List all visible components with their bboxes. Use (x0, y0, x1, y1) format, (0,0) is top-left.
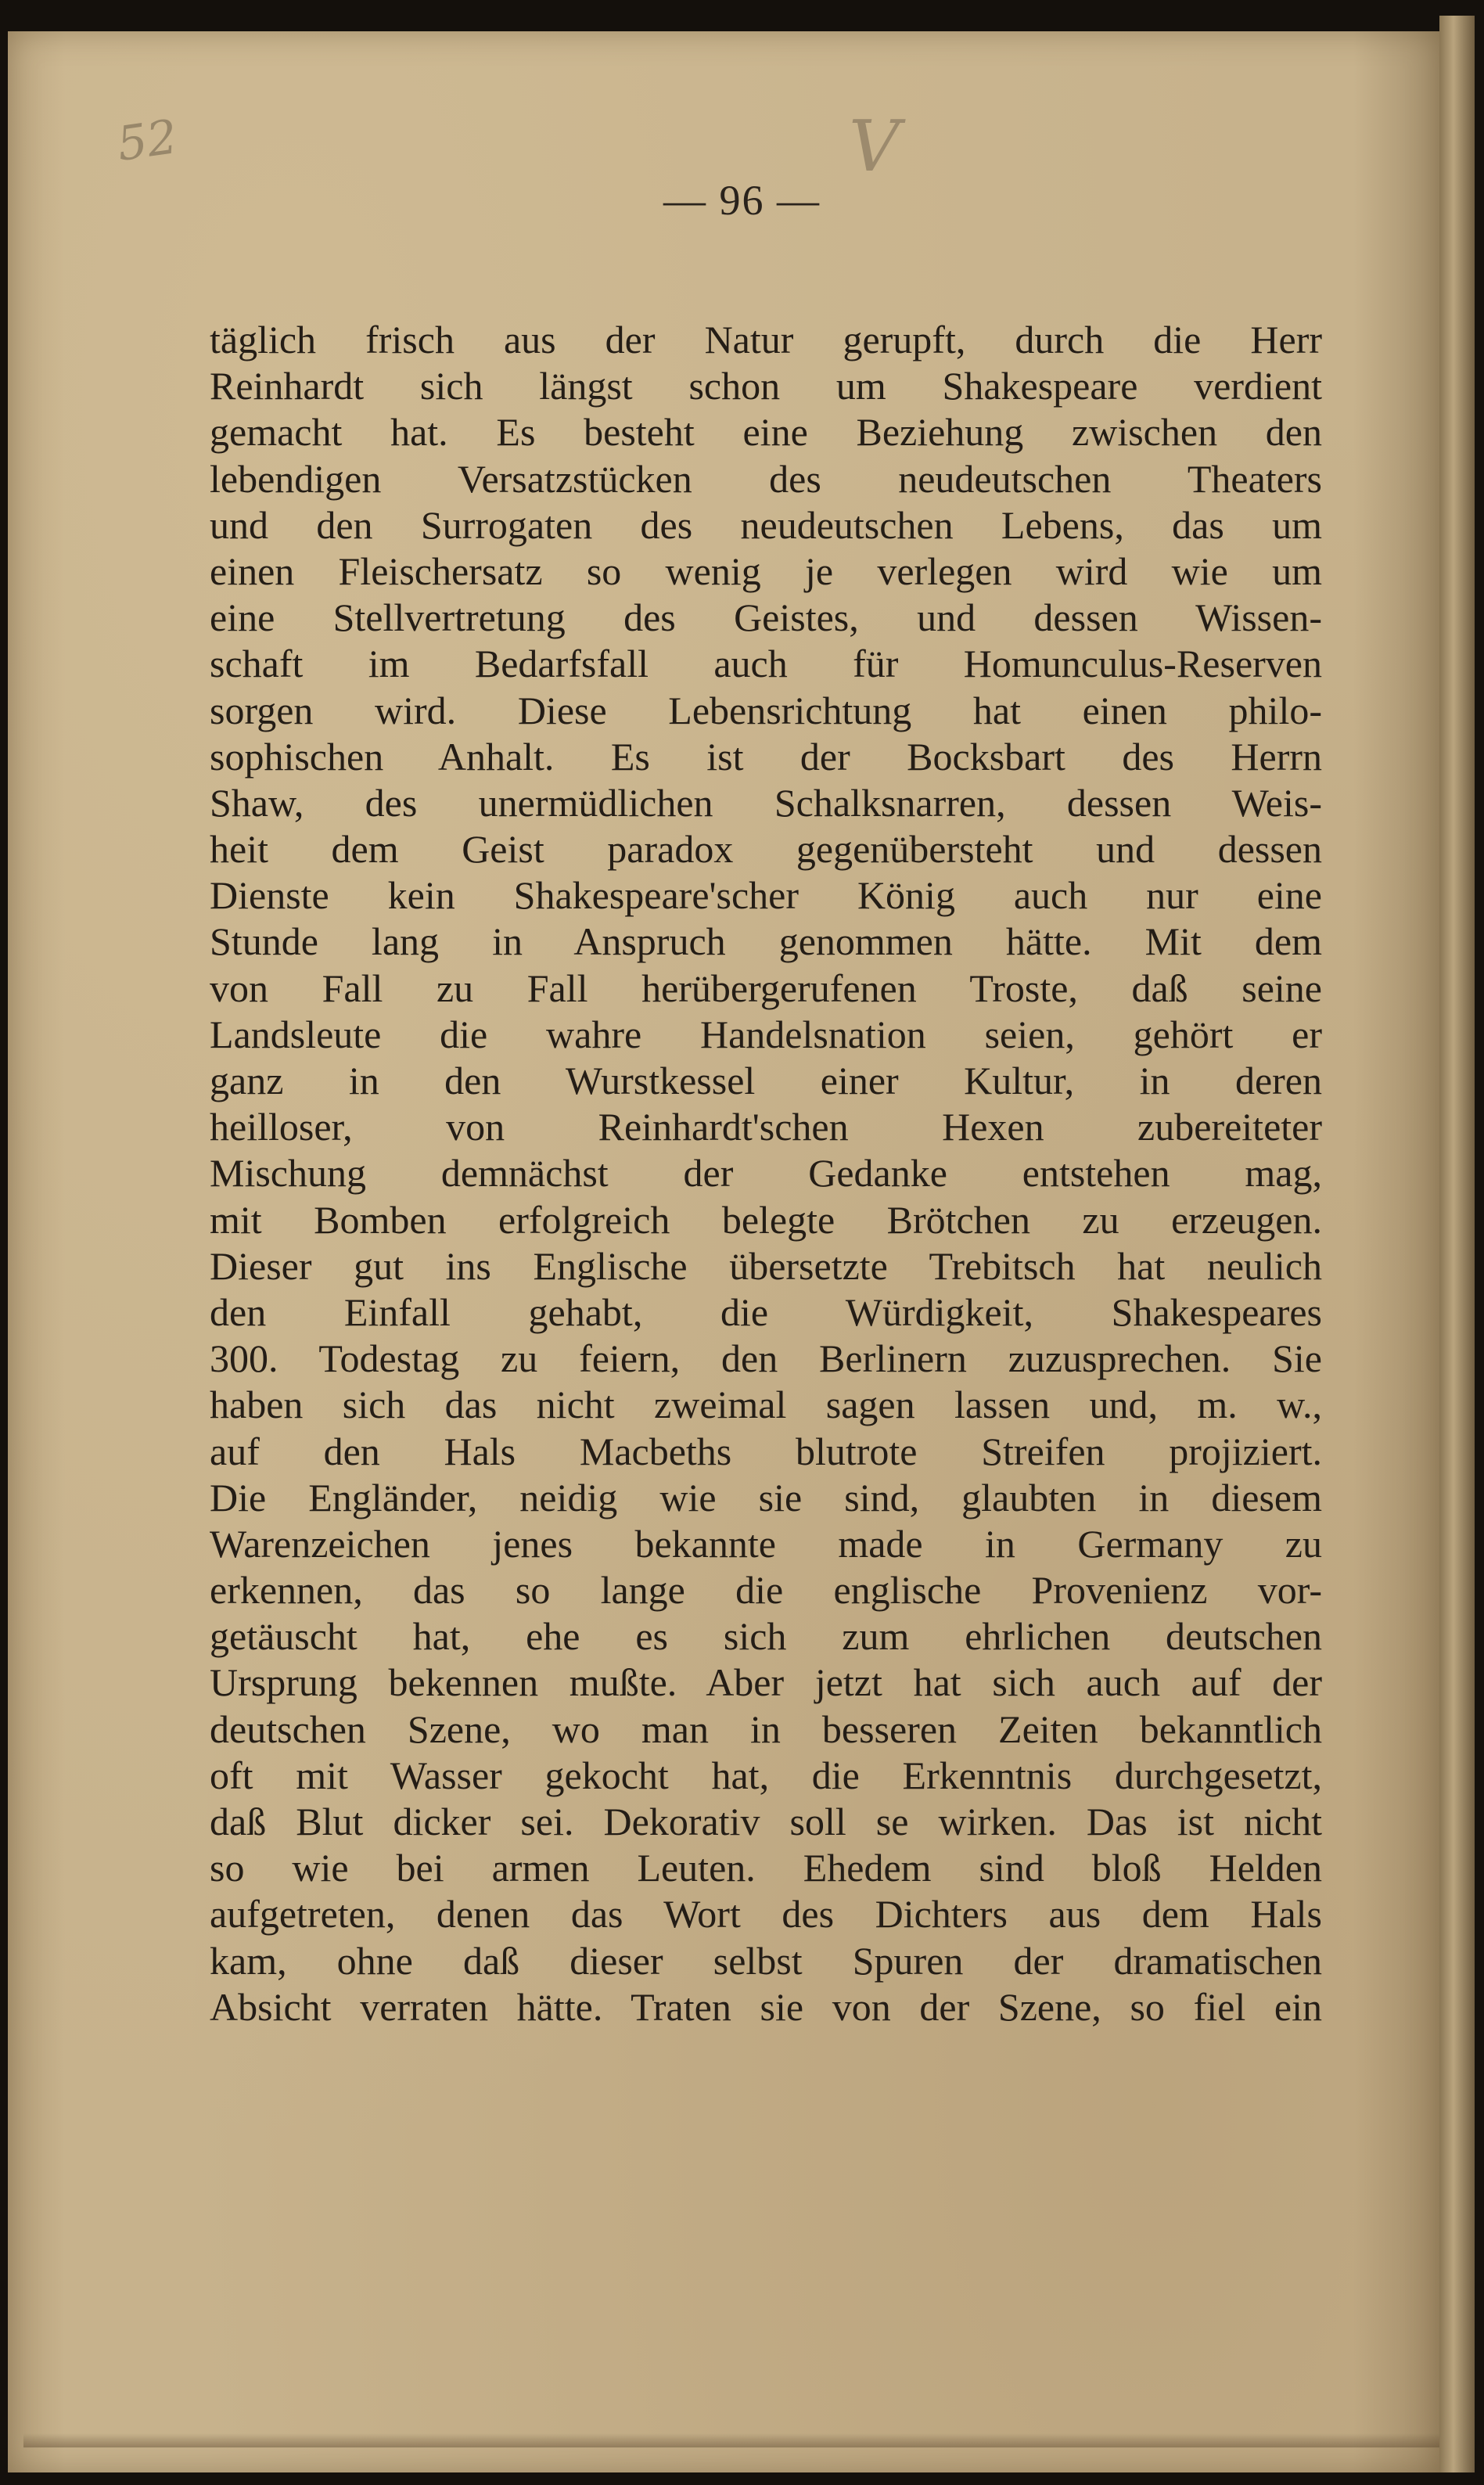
text-line: deutschen Szene, wo man in besseren Zeiten bekanntlich (210, 1706, 1322, 1751)
text-line: einen Fleischersatz so wenig je verlegen wird wie um (210, 548, 1322, 593)
text-line: Dieser gut ins Englische übersetzte Trebitsch hat neulich (210, 1243, 1322, 1288)
text-line: den Einfall gehabt, die Würdigkeit, Shakespeares (210, 1289, 1322, 1334)
text-line: aufgetreten, denen das Wort des Dichters aus dem Hals (210, 1892, 1322, 1937)
text-line: heit dem Geist paradox gegenübersteht und dessen (210, 827, 1322, 872)
text-line: mit Bomben erfolgreich belegte Brötchen zu erzeugen. (210, 1197, 1322, 1242)
text-line: Dienste kein Shakespeare'scher König auch nur eine (210, 873, 1322, 918)
text-line: Ursprung bekennen mußte. Aber jetzt hat sich auch auf der (210, 1660, 1322, 1705)
text-line: erkennen, das so lange die englische Provenienz vor- (210, 1568, 1322, 1613)
text-line: Mischung demnächst der Gedanke entstehen mag, (210, 1151, 1322, 1196)
text-line: täglich frisch aus der Natur gerupft, durch die Herr (210, 318, 1322, 361)
text-line: Die Engländer, neidig wie sie sind, glaubten in diesem (210, 1475, 1322, 1519)
text-line: Warenzeichen jenes bekannte made in Germany zu (210, 1521, 1322, 1566)
text-line: haben sich das nicht zweimal sagen lassen und, m. w., (210, 1383, 1322, 1427)
text-line: schaft im Bedarfsfall auch für Homunculus-Reserven (210, 642, 1322, 686)
page-bottom-shadow (23, 2433, 1439, 2447)
text-line: Landsleute die wahre Handelsnation seien, gehört er (210, 1012, 1322, 1056)
pencil-margin-note: 52 (113, 110, 181, 172)
text-line: lebendigen Versatzstücken des neudeutschen Theaters (210, 456, 1322, 501)
pencil-check-mark: V (849, 106, 900, 188)
text-line: ganz in den Wurstkessel einer Kultur, in deren (210, 1059, 1322, 1102)
body-text (210, 317, 1322, 2030)
text-line: Shaw, des unermüdlichen Schalksnarren, dessen Weis- (210, 780, 1322, 825)
text-line: oft mit Wasser gekocht hat, die Erkenntnis durchgesetzt, (210, 1753, 1322, 1797)
text-line: sorgen wird. Diese Lebensrichtung hat einen philo- (210, 688, 1322, 732)
text-line: 300. Todestag zu feiern, den Berlinern zuzusprechen. Sie (210, 1336, 1322, 1381)
text-line: getäuscht hat, ehe es sich zum ehrlichen deutschen (210, 1614, 1322, 1659)
text-line: eine Stellvertretung des Geistes, und dessen Wissen- (210, 595, 1322, 640)
text-line: gemacht hat. Es besteht eine Beziehung zwischen den (210, 410, 1322, 455)
text-line: Reinhardt sich längst schon um Shakespeare verdient (210, 364, 1322, 408)
text-line: von Fall zu Fall herübergerufenen Troste, daß seine (210, 966, 1322, 1010)
page-number: — 96 — (663, 177, 821, 224)
text-line: sophischen Anhalt. Es ist der Bocksbart des Herrn (210, 734, 1322, 779)
text-line: daß Blut dicker sei. Dekorativ soll se wirken. Das ist nicht (210, 1800, 1322, 1843)
text-line: Stunde lang in Anspruch genommen hätte. Mit dem (210, 919, 1322, 964)
page-edge (1439, 16, 1475, 2472)
text-line: so wie bei armen Leuten. Ehedem sind bloß Helden (210, 1846, 1322, 1890)
text-line: und den Surrogaten des neudeutschen Lebens, das um (210, 502, 1322, 547)
text-line: kam, ohne daß dieser selbst Spuren der dramatischen (210, 1938, 1322, 1983)
text-line: Absicht verraten hätte. Traten sie von der Szene, so fiel ein (210, 1984, 1322, 2029)
text-line: auf den Hals Macbeths blutrote Streifen projiziert. (210, 1429, 1322, 1473)
text-line: heilloser, von Reinhardt'schen Hexen zubereiteter (210, 1105, 1322, 1149)
